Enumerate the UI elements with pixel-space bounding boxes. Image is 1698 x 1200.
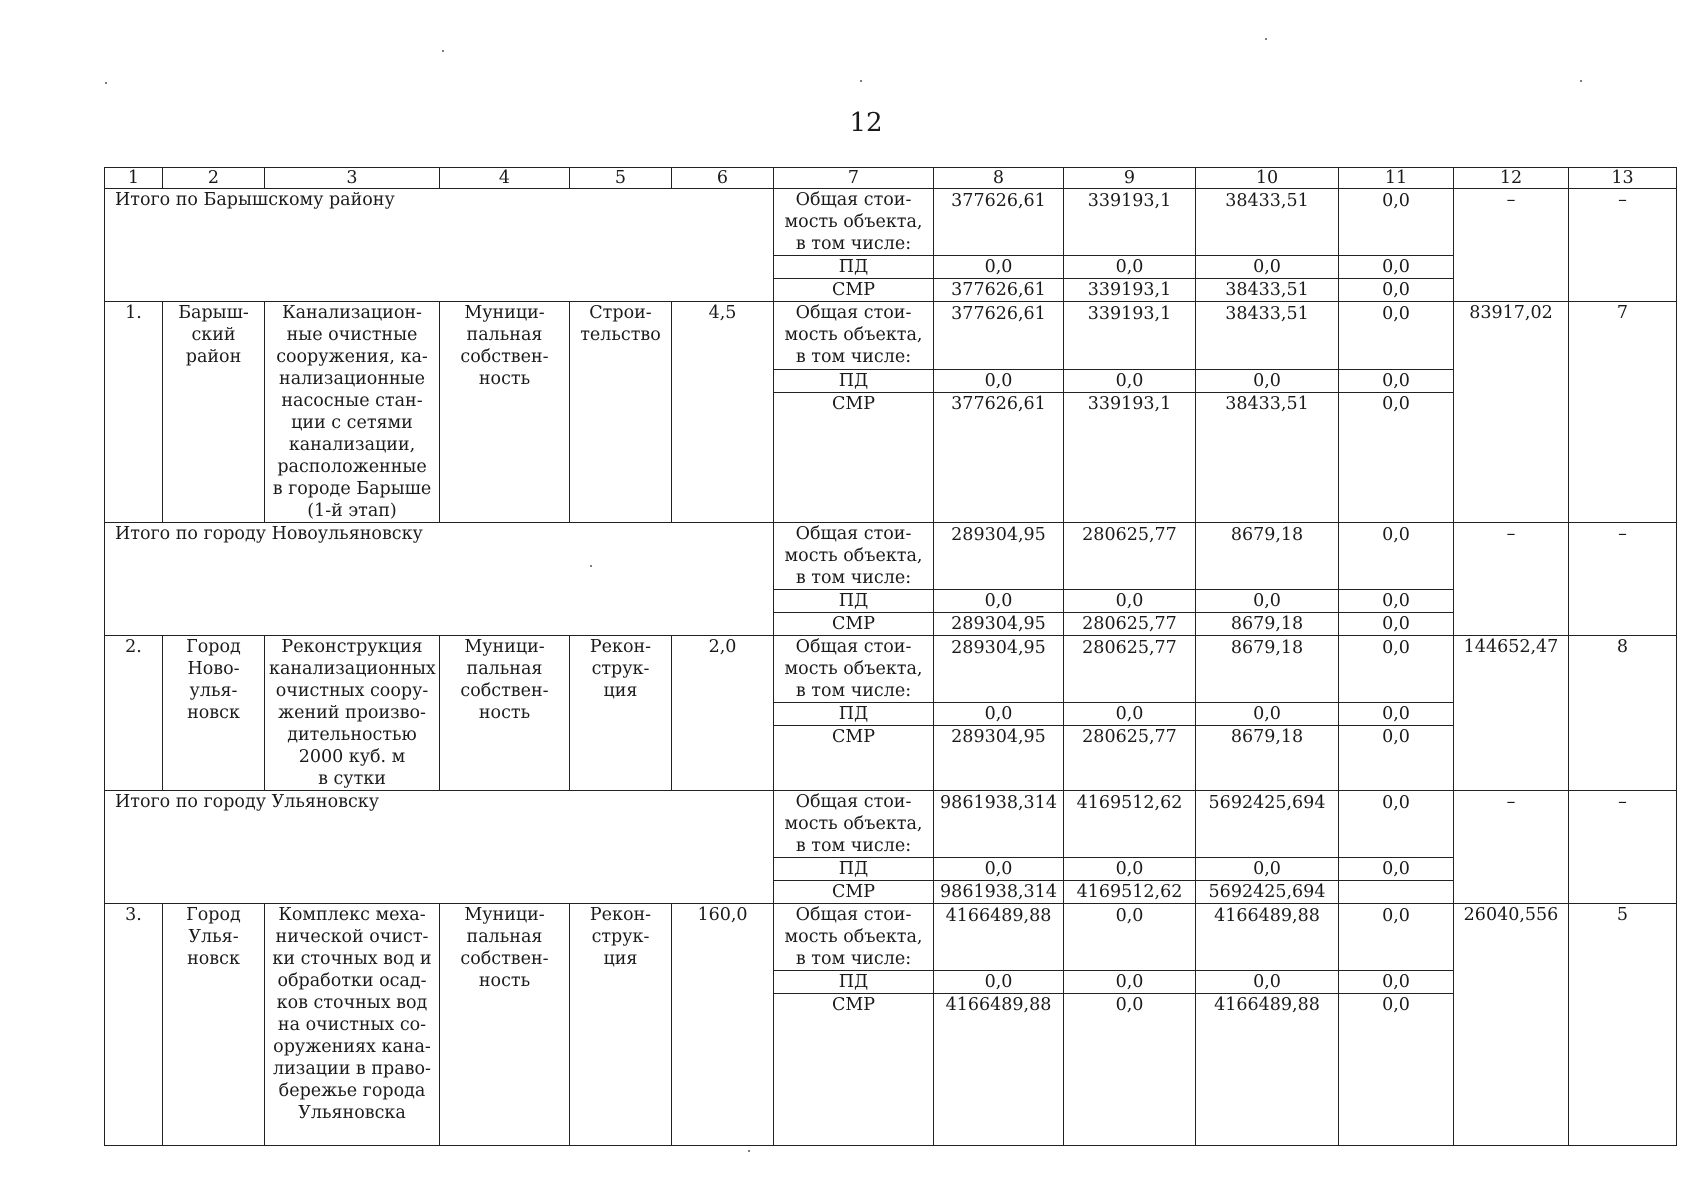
cost-value: 0,0	[1064, 858, 1196, 881]
cost-value: 9861938,314	[934, 881, 1064, 904]
item-work-type: Рекон- струк- ция	[570, 636, 672, 791]
cost-value: 4166489,88	[934, 904, 1064, 971]
column-number: 11	[1339, 168, 1454, 189]
cost-indicator: 26040,556	[1454, 904, 1569, 1146]
column-number: 2	[163, 168, 265, 189]
item-capacity: 2,0	[672, 636, 774, 791]
cost-value: 0,0	[1339, 369, 1454, 392]
item-ownership: Муници- пальная собствен- ность	[440, 302, 570, 523]
cost-value: 0,0	[934, 858, 1064, 881]
investment-table	[104, 167, 1677, 1146]
cost-type-smr: СМР	[774, 881, 934, 904]
scan-speck	[442, 50, 444, 52]
column-number: 8	[934, 168, 1064, 189]
cost-value: 0,0	[1196, 971, 1339, 994]
cost-type-smr: СМР	[774, 994, 934, 1146]
cost-indicator: 144652,47	[1454, 636, 1569, 791]
cost-value: 5692425,694	[1196, 881, 1339, 904]
cost-type-pd: ПД	[774, 256, 934, 279]
cost-value: 0,0	[1196, 369, 1339, 392]
general-cost-row	[105, 791, 1677, 858]
column-number: 1	[105, 168, 163, 189]
cost-indicator: –	[1454, 189, 1569, 302]
cost-value: 0,0	[1339, 904, 1454, 971]
indicator-value: 8	[1569, 636, 1677, 791]
cost-value: 280625,77	[1064, 523, 1196, 590]
cost-value: 377626,61	[934, 279, 1064, 302]
scan-speck	[1580, 80, 1582, 82]
column-number: 5	[570, 168, 672, 189]
general-cost-row	[105, 523, 1677, 590]
general-cost-row	[105, 904, 1677, 971]
cost-value: 377626,61	[934, 392, 1064, 522]
cost-value: 0,0	[1339, 994, 1454, 1146]
item-capacity: 4,5	[672, 302, 774, 523]
cost-type-smr: СМР	[774, 613, 934, 636]
cost-value: 4166489,88	[934, 994, 1064, 1146]
column-number: 7	[774, 168, 934, 189]
cost-value: 0,0	[1339, 279, 1454, 302]
column-number-row	[105, 168, 1677, 189]
item-ownership: Муници- пальная собствен- ность	[440, 904, 570, 1146]
cost-type-general: Общая стои- мость объекта, в том числе:	[774, 636, 934, 703]
indicator-value: –	[1569, 791, 1677, 904]
cost-value: 4166489,88	[1196, 904, 1339, 971]
cost-value: 0,0	[1339, 703, 1454, 726]
cost-value: 8679,18	[1196, 613, 1339, 636]
cost-indicator: –	[1454, 791, 1569, 904]
cost-value: 0,0	[1339, 189, 1454, 256]
cost-type-general: Общая стои- мость объекта, в том числе:	[774, 904, 934, 971]
cost-value	[1339, 881, 1454, 904]
cost-value: 0,0	[1339, 858, 1454, 881]
item-object-name: Комплекс меха- нической очист- ки сточных вод и обработки осад- ков сточных вод на очистных со- оружениях кана- лизации в право- бережье города Ульяновска	[265, 904, 440, 1146]
general-cost-row	[105, 636, 1677, 703]
cost-value: 0,0	[1064, 256, 1196, 279]
column-number: 6	[672, 168, 774, 189]
item-territory: Город Ново- улья- новск	[163, 636, 265, 791]
item-work-type: Строи- тельство	[570, 302, 672, 523]
column-number: 12	[1454, 168, 1569, 189]
cost-value: 0,0	[1196, 703, 1339, 726]
indicator-value: 5	[1569, 904, 1677, 1146]
item-number: 1.	[105, 302, 163, 523]
column-number: 13	[1569, 168, 1677, 189]
cost-indicator: 83917,02	[1454, 302, 1569, 523]
cost-type-smr: СМР	[774, 726, 934, 791]
cost-value: 289304,95	[934, 726, 1064, 791]
cost-value: 339193,1	[1064, 189, 1196, 256]
cost-value: 280625,77	[1064, 726, 1196, 791]
cost-value: 0,0	[1339, 302, 1454, 370]
indicator-value: –	[1569, 523, 1677, 636]
cost-type-pd: ПД	[774, 703, 934, 726]
cost-value: 0,0	[1339, 392, 1454, 522]
cost-type-general: Общая стои- мость объекта, в том числе:	[774, 189, 934, 256]
cost-type-smr: СМР	[774, 392, 934, 522]
cost-value: 280625,77	[1064, 636, 1196, 703]
cost-value: 0,0	[1339, 590, 1454, 613]
cost-type-general: Общая стои- мость объекта, в том числе:	[774, 302, 934, 370]
cost-type-general: Общая стои- мость объекта, в том числе:	[774, 791, 934, 858]
item-territory: Город Улья- новск	[163, 904, 265, 1146]
cost-value: 0,0	[934, 590, 1064, 613]
cost-value: 38433,51	[1196, 392, 1339, 522]
cost-value: 0,0	[934, 369, 1064, 392]
cost-value: 0,0	[1064, 904, 1196, 971]
column-number: 3	[265, 168, 440, 189]
item-work-type: Рекон- струк- ция	[570, 904, 672, 1146]
cost-value: 38433,51	[1196, 279, 1339, 302]
section-total-label: Итого по Барышскому району	[105, 189, 774, 302]
scan-speck	[860, 80, 862, 82]
cost-value: 289304,95	[934, 636, 1064, 703]
cost-value: 0,0	[1339, 613, 1454, 636]
cost-value: 8679,18	[1196, 636, 1339, 703]
section-total-label: Итого по городу Ульяновску	[105, 791, 774, 904]
cost-value: 289304,95	[934, 523, 1064, 590]
item-object-name: Канализацион- ные очистные сооружения, ка- нализационные насосные стан- ции с сетями канализации, расположенные в городе Барыше (1-й этап)	[265, 302, 440, 523]
cost-value: 4169512,62	[1064, 791, 1196, 858]
cost-indicator: –	[1454, 523, 1569, 636]
cost-value: 0,0	[1064, 369, 1196, 392]
general-cost-row	[105, 189, 1677, 256]
cost-value: 8679,18	[1196, 523, 1339, 590]
cost-value: 0,0	[934, 256, 1064, 279]
scan-speck	[748, 1150, 750, 1152]
scan-speck	[590, 565, 592, 567]
indicator-value: –	[1569, 189, 1677, 302]
cost-value: 4166489,88	[1196, 994, 1339, 1146]
cost-value: 0,0	[1339, 523, 1454, 590]
scan-speck	[1265, 38, 1267, 40]
cost-value: 0,0	[1339, 726, 1454, 791]
cost-value: 0,0	[1339, 256, 1454, 279]
cost-value: 0,0	[1196, 590, 1339, 613]
cost-value: 0,0	[934, 703, 1064, 726]
cost-value: 0,0	[1064, 703, 1196, 726]
section-total-label: Итого по городу Новоульяновску	[105, 523, 774, 636]
cost-value: 377626,61	[934, 302, 1064, 370]
cost-type-pd: ПД	[774, 858, 934, 881]
cost-type-pd: ПД	[774, 369, 934, 392]
scan-speck	[105, 82, 107, 84]
cost-value: 8679,18	[1196, 726, 1339, 791]
item-capacity: 160,0	[672, 904, 774, 1146]
cost-type-pd: ПД	[774, 971, 934, 994]
general-cost-row	[105, 302, 1677, 370]
cost-value: 339193,1	[1064, 279, 1196, 302]
cost-value: 0,0	[1064, 971, 1196, 994]
item-number: 3.	[105, 904, 163, 1146]
cost-value: 0,0	[1064, 590, 1196, 613]
cost-value: 339193,1	[1064, 302, 1196, 370]
item-territory: Барыш- ский район	[163, 302, 265, 523]
item-ownership: Муници- пальная собствен- ность	[440, 636, 570, 791]
indicator-value: 7	[1569, 302, 1677, 523]
cost-value: 0,0	[1339, 971, 1454, 994]
cost-value: 5692425,694	[1196, 791, 1339, 858]
cost-value: 38433,51	[1196, 189, 1339, 256]
cost-value: 0,0	[1339, 636, 1454, 703]
column-number: 9	[1064, 168, 1196, 189]
cost-value: 0,0	[1196, 858, 1339, 881]
cost-value: 289304,95	[934, 613, 1064, 636]
cost-value: 38433,51	[1196, 302, 1339, 370]
cost-value: 0,0	[1339, 791, 1454, 858]
cost-value: 9861938,314	[934, 791, 1064, 858]
cost-type-general: Общая стои- мость объекта, в том числе:	[774, 523, 934, 590]
item-object-name: Реконструкция канализационных очистных соору- жений произво- дительностью 2000 куб. м в сутки	[265, 636, 440, 791]
cost-value: 280625,77	[1064, 613, 1196, 636]
cost-value: 377626,61	[934, 189, 1064, 256]
column-number: 10	[1196, 168, 1339, 189]
cost-type-pd: ПД	[774, 590, 934, 613]
cost-value: 0,0	[1196, 256, 1339, 279]
item-number: 2.	[105, 636, 163, 791]
cost-value: 0,0	[1064, 994, 1196, 1146]
page-number: 12	[849, 108, 883, 138]
column-number: 4	[440, 168, 570, 189]
cost-value: 4169512,62	[1064, 881, 1196, 904]
cost-value: 0,0	[934, 971, 1064, 994]
cost-type-smr: СМР	[774, 279, 934, 302]
cost-value: 339193,1	[1064, 392, 1196, 522]
